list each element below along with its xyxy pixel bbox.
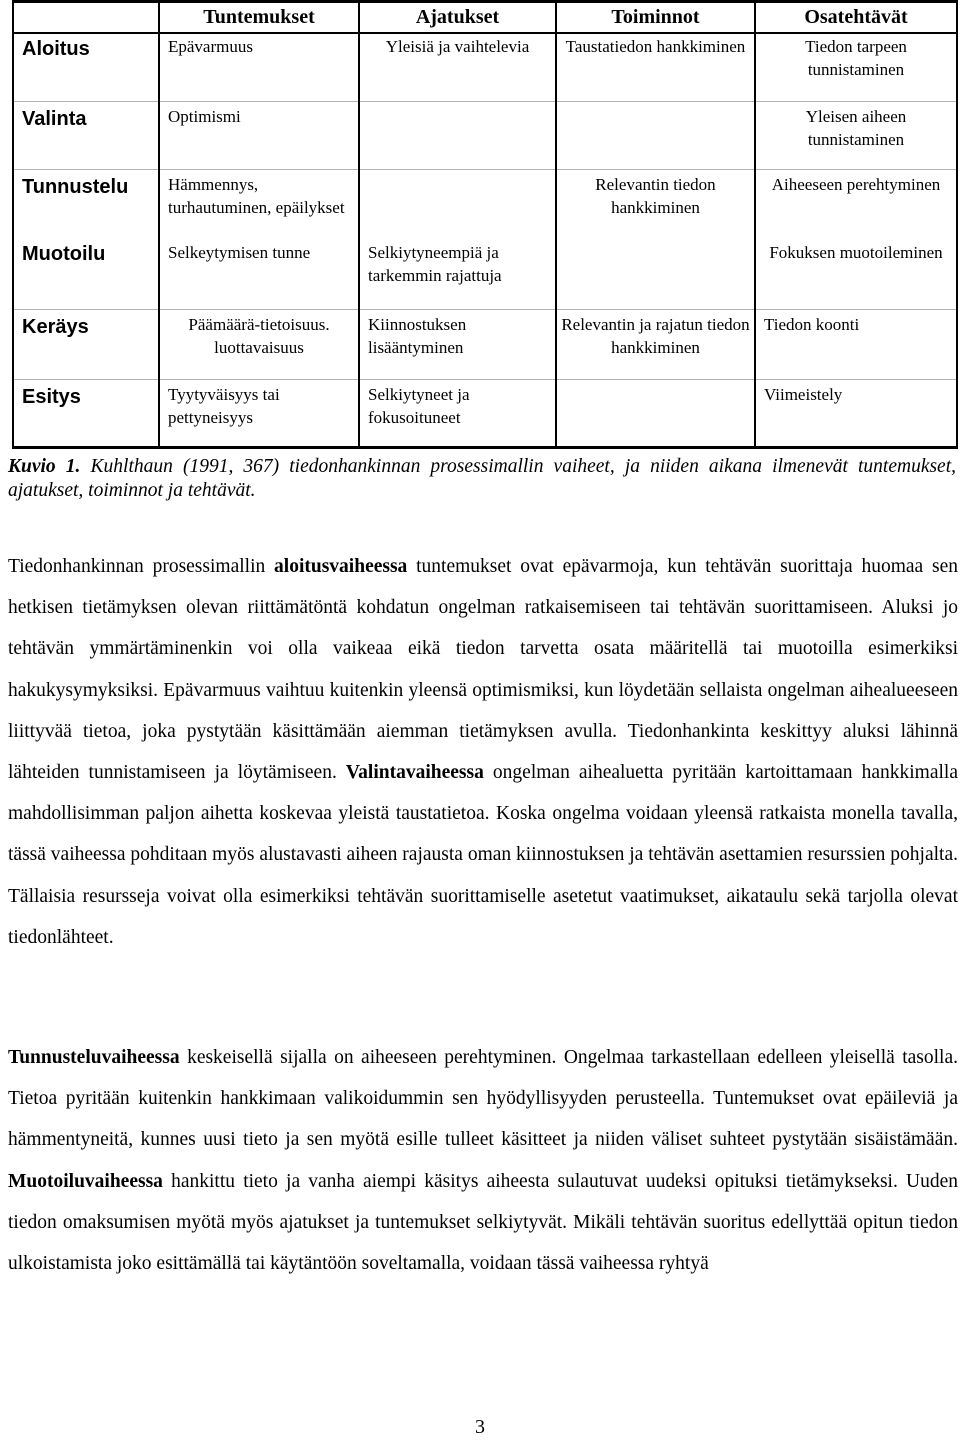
- body-paragraph-1: [8, 546, 958, 958]
- p1-term-valintavaihe: Valintavaiheessa: [345, 762, 484, 784]
- header-toiminnot: Toiminnot: [556, 2, 755, 34]
- cell-muotoilu-ajatukset: Selkiytyneempiä ja tarkemmin rajattuja: [359, 241, 556, 309]
- cell-aloitus-ajatukset: Yleisiä ja vaihtelevia: [359, 33, 556, 101]
- cell-tunnustelu-toiminnot: Relevantin tiedon hankkiminen: [556, 169, 755, 241]
- cell-muotoilu-tuntemukset: Selkeytymisen tunne: [159, 241, 359, 309]
- phase-tunnustelu: Tunnustelu: [13, 169, 159, 241]
- cell-aloitus-osatehtavat: Tiedon tarpeen tunnistaminen: [755, 33, 957, 101]
- page-number: 3: [475, 1416, 485, 1438]
- p2-term-muotoiluvaihe: Muotoiluvaiheessa: [8, 1170, 163, 1192]
- cell-muotoilu-osatehtavat: Fokuksen muotoileminen: [755, 241, 957, 309]
- figure-caption: [8, 455, 956, 503]
- process-model-table: [12, 0, 958, 449]
- p1-text-2: tuntemukset ovat epävarmoja, kun tehtävän suorittaja huomaa sen hetkisen tietämyksen olevan riittämätöntä kohdatun ongelman ratkaisemiseen tai tehtävän suorittamiseen. Aluksi jo tehtävän ymmärtäminenkin voi olla vaikeaa eikä tiedon tarvetta osata määritellä tai muotoilla esimerkiksi hakukysymyksiksi. Epävarmuus vaihtuu kuitenkin yleensä optimismiksi, kun löydetään sellaista ongelman aihealueeseen liittyvää tietoa, joka pystytään käsittämään aiemman tietämyksen avulla. Tiedonhankinta keskittyy aluksi lähinnä lähteiden tunnistamiseen ja löytämiseen.: [8, 556, 959, 784]
- cell-valinta-toiminnot: [556, 101, 755, 169]
- cell-esitys-toiminnot: [556, 379, 755, 447]
- cell-tunnustelu-ajatukset: [359, 169, 556, 241]
- cell-aloitus-tuntemukset: Epävarmuus: [159, 33, 359, 101]
- p1-text-1: Tiedonhankinnan prosessimallin: [8, 556, 275, 577]
- table-row-muotoilu: [13, 241, 957, 309]
- table-row-tunnustelu: [13, 169, 957, 241]
- cell-kerays-osatehtavat: Tiedon koonti: [755, 309, 957, 379]
- phase-esitys: Esitys: [13, 379, 159, 447]
- cell-valinta-tuntemukset: Optimismi: [159, 101, 359, 169]
- cell-muotoilu-toiminnot: [556, 241, 755, 309]
- body-paragraph-2: [8, 1037, 958, 1284]
- cell-kerays-tuntemukset: Päämäärä-tietoisuus. luottavaisuus: [159, 309, 359, 379]
- cell-esitys-tuntemukset: Tyytyväisyys tai pettyneisyys: [159, 379, 359, 447]
- cell-esitys-osatehtavat: Viimeistely: [755, 379, 957, 447]
- p2-term-tunnusteluvaihe: Tunnusteluvaiheessa: [8, 1047, 180, 1068]
- phase-valinta: Valinta: [13, 101, 159, 169]
- phase-aloitus: Aloitus: [13, 33, 159, 101]
- p2-text-1: keskeisellä sijalla on aiheeseen perehtyminen. Ongelmaa tarkastellaan edelleen yleisellä tasolla. Tietoa pyritään kuitenkin hankkimaan valikoidummin sen hyödyllisyyden perusteella. Tuntemukset ovat epäileviä ja hämmentyneitä, kunnes uusi tieto ja sen myötä esille tulleet käsitteet ja niiden väliset suhteet pystytään sisäistämään.: [8, 1047, 958, 1151]
- table-row-esitys: [13, 379, 957, 447]
- cell-tunnustelu-tuntemukset: Hämmennys, turhautuminen, epäilykset: [159, 169, 359, 241]
- cell-valinta-osatehtavat: Yleisen aiheen tunnistaminen: [755, 101, 957, 169]
- p2-text-2: hankittu tieto ja vanha aiempi käsitys aiheesta sulautuvat uudeksi opituksi tietämykseksi. Uuden tiedon omaksumisen myötä myös ajatukset ja tuntemukset selkiytyvät. Mikäli tehtävän suoritus edellyttää opitun tiedon ulkoistamista joko esittämällä tai käytäntöön soveltamalla, voidaan tässä vaiheessa ryhtyä: [8, 1170, 958, 1275]
- caption-text: Kuhlthaun (1991, 367) tiedonhankinnan prosessimallin vaiheet, ja niiden aikana ilmenevät tuntemukset, ajatukset, toiminnot ja tehtävät.: [8, 456, 957, 501]
- caption-label: Kuvio 1.: [8, 456, 81, 477]
- cell-valinta-ajatukset: [359, 101, 556, 169]
- p1-text-3: ongelman aihealuetta pyritään kartoittamaan hankkimalla mahdollisimman paljon aihetta koskevaa yleistä taustatietoa. Koska ongelma voidaan yleensä ratkaista monella tavalla, tässä vaiheessa pohditaan myös alustavasti aiheen rajausta oman kiinnostuksen ja tehtävän asettamien resurssien pohjalta. Tällaisia resursseja voivat olla esimerkiksi tehtävän suorittamiselle asetetut vaatimukset, aikataulu sekä tarjolla olevat tiedonlähteet.: [8, 762, 958, 948]
- header-ajatukset: Ajatukset: [359, 2, 556, 34]
- cell-aloitus-toiminnot: Taustatiedon hankkiminen: [556, 33, 755, 101]
- table-row-kerays: [13, 309, 957, 379]
- header-corner: [13, 2, 159, 34]
- header-osatehtavat: Osatehtävät: [755, 2, 957, 34]
- phase-kerays: Keräys: [13, 309, 159, 379]
- cell-esitys-ajatukset: Selkiytyneet ja fokusoituneet: [359, 379, 556, 447]
- header-tuntemukset: Tuntemukset: [159, 2, 359, 34]
- cell-tunnustelu-osatehtavat: Aiheeseen perehtyminen: [755, 169, 957, 241]
- cell-kerays-toiminnot: Relevantin ja rajatun tiedon hankkiminen: [556, 309, 755, 379]
- table-row-valinta: [13, 101, 957, 169]
- p1-term-aloitusvaihe: aloitusvaiheessa: [274, 556, 408, 577]
- table-row-aloitus: [13, 33, 957, 101]
- cell-kerays-ajatukset: Kiinnostuksen lisääntyminen: [359, 309, 556, 379]
- phase-muotoilu: Muotoilu: [13, 241, 159, 309]
- table-header-row: [13, 2, 957, 34]
